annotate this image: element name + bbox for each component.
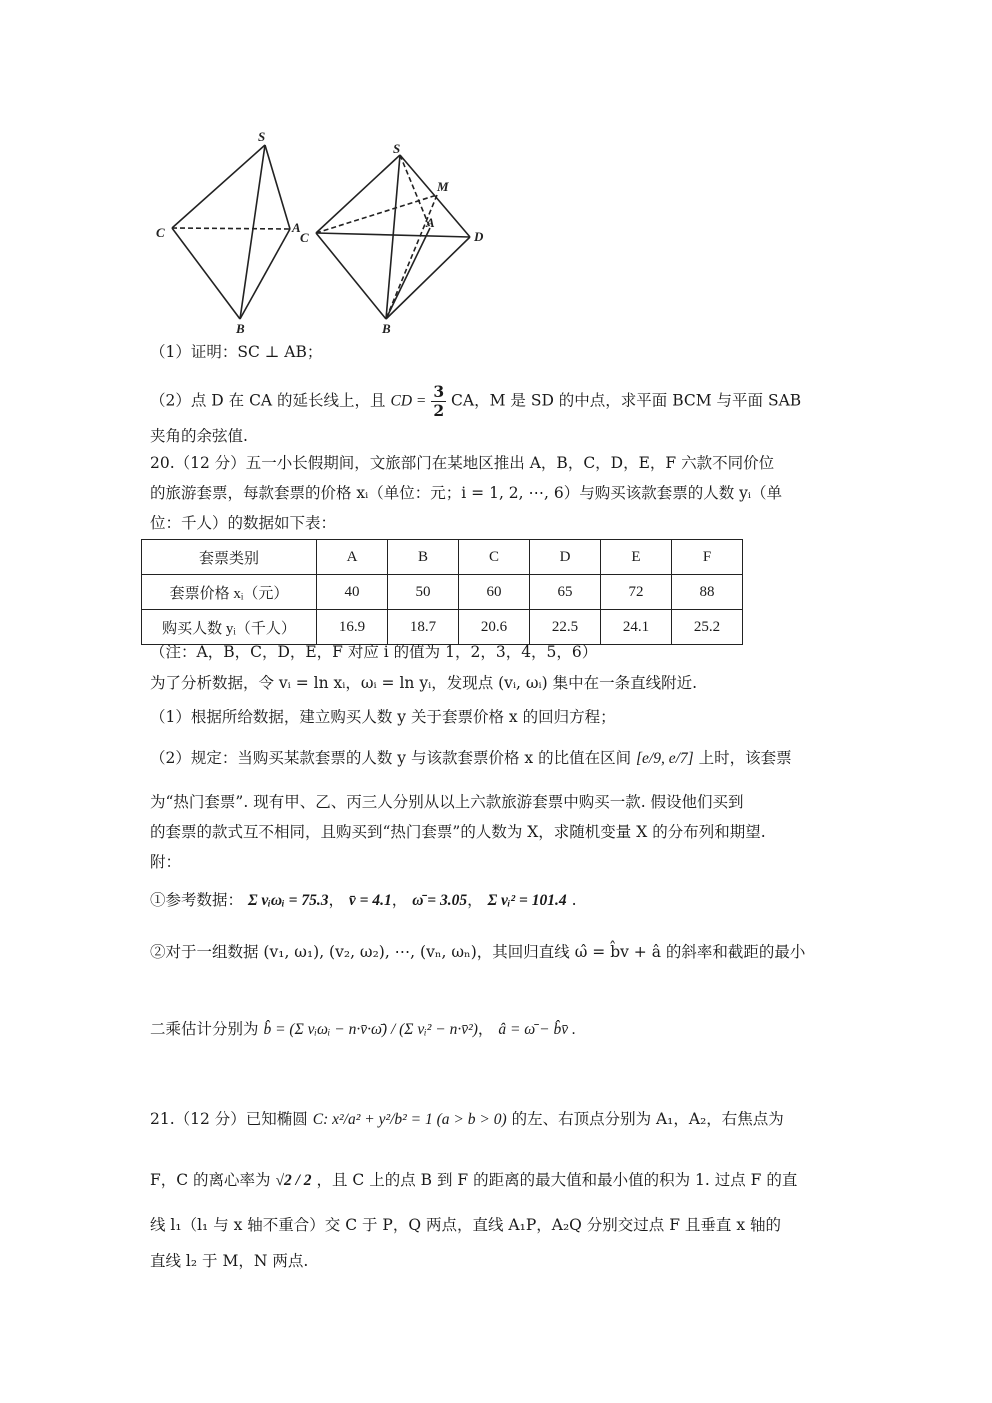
q19-part2-text-a: （2）点 D 在 CA 的延长线上，且 [150, 391, 386, 410]
q20-intro-3: 位：千人）的数据如下表： [150, 514, 337, 532]
q19-part2-cont: 夹角的余弦值. [150, 427, 248, 445]
q20-reference-data: ①参考数据： Σ vᵢωᵢ = 75.3， v̄ = 4.1， ω̄ = 3.05， Σ vᵢ² = 101.4 . [150, 891, 577, 909]
table-cell: 60 [459, 575, 530, 610]
ref1-value-1: Σ vᵢωᵢ = 75.3 [247, 892, 329, 909]
intercept-formula: â = ω̄ − b̂v̄ . [498, 1021, 576, 1038]
table-header-cell: B [388, 540, 459, 575]
ref1-value-2: v̄ = 4.1 [348, 892, 392, 909]
q21-text-c: F，C 的离心率为 [150, 1171, 271, 1189]
q20-sub2 [150, 747, 792, 770]
label-B-right: B [382, 321, 391, 336]
q20-sub1: （1）根据所给数据，建立购买人数 y 关于套票价格 x 的回归方程； [150, 708, 616, 726]
q19-part2-eq: CD = [390, 392, 427, 410]
left-tetrahedron [172, 145, 290, 319]
table-header-row [142, 540, 743, 575]
q19-part1: （1）证明：SC ⊥ AB； [150, 343, 323, 361]
q20-sub2-text-b: 上时，该套票 [698, 749, 792, 767]
q20-ref2-line-1: ②对于一组数据 (v₁, ω₁), (v₂, ω₂), ⋯, (vₙ, ωₙ)，其回归直线 ω̂ = b̂v + â 的斜率和截距的最小 [150, 943, 806, 961]
label-B-left: B [236, 321, 245, 336]
q20-intro-2: 的旅游套票，每款套票的价格 xᵢ（单位：元；i = 1, 2, ⋯, 6）与购买该款套票的人数 yᵢ（单 [150, 484, 783, 502]
fraction-3-2: $\frac{3}{2}$ [433, 382, 445, 420]
slope-formula: b̂ = (Σ vᵢωᵢ − n·v̄·ω̄) / (Σ vᵢ² − n·v̄²) [263, 1021, 478, 1038]
ref2-text: 二乘估计分别为 [150, 1020, 259, 1038]
q20-appendix-label: 附： [150, 853, 182, 871]
tetrahedron-figures [150, 125, 510, 340]
q20-intro-1: 20.（12 分）五一小长假期间，文旅部门在某地区推出 A，B，C，D，E，F 六款不同价位 [150, 454, 775, 472]
eccentricity-fraction: √2 / 2 [275, 1172, 312, 1189]
label-D-right: D [474, 229, 484, 244]
table-cell: 72 [601, 575, 672, 610]
q20-analysis: 为了分析数据，令 vᵢ = ln xᵢ，ωᵢ = ln yᵢ，发现点 (vᵢ, ωᵢ) 集中在一条直线附近. [150, 674, 698, 692]
table-cell: 88 [672, 575, 743, 610]
table-row [142, 575, 743, 610]
q21-text-d: ，且 C 上的点 B 到 F 的距离的最大值和最小值的积为 1. 过点 F 的直 [316, 1171, 798, 1189]
table-header-cell: 套票类别 [142, 540, 317, 575]
q21-line-1 [150, 1108, 784, 1131]
table-header-cell: C [459, 540, 530, 575]
q20-ref2-line-2: 二乘估计分别为 b̂ = (Σ vᵢωᵢ − n·v̄·ω̄) / (Σ vᵢ² − n·v̄²)， â = ω̄ − b̂v̄ . [150, 1020, 576, 1038]
ref1-value-4: Σ vᵢ² = 101.4 [487, 892, 567, 909]
ref1-label: ①参考数据： [150, 891, 244, 909]
table-cell: 25.2 [672, 610, 743, 645]
q20-sub2-text-a: （2）规定：当购买某款套票的人数 y 与该款套票价格 x 的比值在区间 [150, 749, 632, 767]
table-cell: 24.1 [601, 610, 672, 645]
q21-line-3: 线 l₁（l₁ 与 x 轴不重合）交 C 于 P，Q 两点，直线 A₁P，A₂Q 分别交过点 F 且垂直 x 轴的 [150, 1216, 782, 1234]
label-S-left: S [258, 129, 266, 144]
q20-sub2-interval: [e/9, e/7] [636, 750, 694, 767]
q20-note: （注：A，B，C，D，E，F 对应 i 的值为 1，2，3，4，5，6） [150, 643, 598, 661]
table-header-cell: D [530, 540, 601, 575]
table-header-cell: F [672, 540, 743, 575]
table-cell: 22.5 [530, 610, 601, 645]
table-cell: 16.9 [317, 610, 388, 645]
ellipse-equation: C: x²/a² + y²/b² = 1 (a > b > 0) [312, 1111, 507, 1128]
q19-part2 [150, 383, 801, 420]
label-A-left: A [292, 220, 301, 235]
table-header-cell: A [317, 540, 388, 575]
label-S-right: S [393, 141, 401, 156]
ref1-value-3: ω̄ = 3.05 [412, 892, 468, 909]
q20-sub2-cont-2: 的套票的款式互不相同，且购买到“热门套票”的人数为 X，求随机变量 X 的分布列和期望. [150, 823, 766, 841]
label-C-right: C [300, 230, 309, 245]
data-table [141, 539, 743, 645]
q21-text-a: 21.（12 分）已知椭圆 [150, 1110, 308, 1128]
label-C-left: C [156, 225, 165, 240]
q21-line-4: 直线 l₂ 于 M，N 两点. [150, 1252, 309, 1270]
q21-text-b: 的左、右顶点分别为 A₁，A₂，右焦点为 [511, 1110, 784, 1128]
label-M-right: M [437, 179, 449, 194]
table-cell: 购买人数 yᵢ（千人） [142, 610, 317, 645]
table-cell: 20.6 [459, 610, 530, 645]
table-cell: 65 [530, 575, 601, 610]
table-cell: 40 [317, 575, 388, 610]
label-A-right: A [426, 215, 435, 230]
q20-sub2-cont-1: 为“热门套票”. 现有甲、乙、丙三人分别从以上六款旅游套票中购买一款. 假设他们买到 [150, 793, 744, 811]
table-cell: 18.7 [388, 610, 459, 645]
table-header-cell: E [601, 540, 672, 575]
q19-part2-text-b: CA，M 是 SD 的中点，求平面 BCM 与平面 SAB [451, 391, 802, 410]
table-cell: 50 [388, 575, 459, 610]
table-row [142, 610, 743, 645]
q21-line-2 [150, 1169, 797, 1192]
table-cell: 套票价格 xᵢ（元） [142, 575, 317, 610]
